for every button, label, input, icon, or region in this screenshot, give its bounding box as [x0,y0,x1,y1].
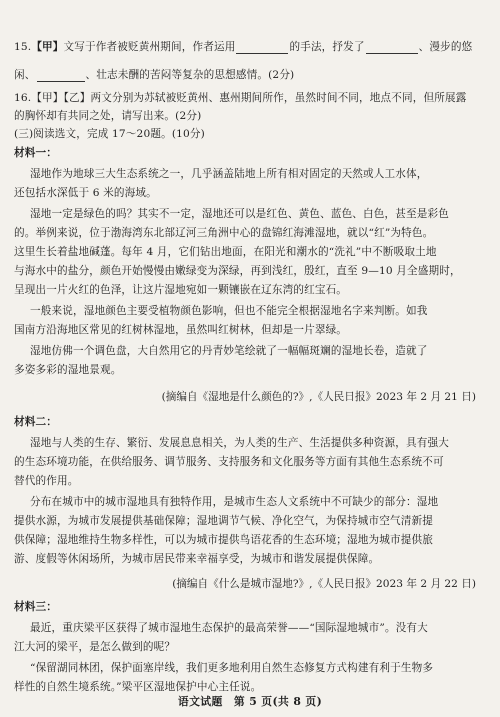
question-text: 闲、 [14,69,36,81]
answer-blank[interactable] [236,42,288,54]
question-text: 的手法，抒发了 [289,41,365,53]
answer-blank[interactable] [37,70,85,82]
material-1-line: 多姿多彩的湿地景观。 [14,364,122,376]
material-3-line: 最近，重庆梁平区获得了城市湿地生态保护的最高荣誉——“国际湿地城市”。没有大 [30,622,428,634]
question-tag: 【甲】 [31,41,64,53]
material-1-line: 国南方沿海地区常见的红树林湿地，虽然叫红树林，但却是一片翠绿。 [14,324,348,336]
material-3-line: “保留湖同林团，保护面塞岸线，我们更多地利用自然生态修复方式构建有利于生物多 [30,662,434,674]
material-1-line: 与海水中的盐分，颜色开始慢慢由嫩绿变为深绿，再到浅红，殷红，直至 9—10 月全盛期时， [14,265,461,277]
question-text: 、壮志未酬的苦闷等复杂的思想感情。(2分) [85,69,295,81]
section-heading: (三)阅读选文，完成 17～20题。(10分) [14,128,205,140]
material-2-line: 供保障；湿地维持生物多样性，可以为城市提供鸟语花香的生态环境；湿地为城市提供旅 [14,534,434,546]
material-1-line: 呈现出一片火红的色泽，让这片湿地宛如一颗镶嵌在辽东湾的红宝石。 [14,284,348,296]
material-2-source: (摘编自《什么是城市湿地?》,《人民日报》2023 年 2 月 22 日) [172,578,476,590]
question-15-line-1 [14,40,486,54]
question-text: 文写于作者被贬黄州期间，作者运用 [63,41,236,53]
material-2-line: 游、度假等休闲场所，为城市居民带来幸福享受，为城市和谐发展提供保障。 [14,553,380,565]
material-3-line: 江大河的梁平，是怎么做到的呢？ [14,641,176,653]
question-16-line-2: 的胸怀却有共同之处，请写出来。(2分) [14,110,202,122]
material-2-heading: 材料二： [14,416,57,428]
material-1-line: 这里生长着盐地碱蓬。每年 4 月，它们钻出地面，在阳光和潮水的“洗礼”中不断吸取土地 [14,246,437,258]
material-1-line: 一般来说，湿地颜色主要受植物颜色影响，但也不能完全根据湿地名字来判断。如我 [30,305,428,317]
question-16-line-1: 16.【甲】【乙】两文分别为苏轼被贬黄州、惠州期间所作，虽然时间不同，地点不同，但所展露 [14,92,467,104]
material-2-line: 分布在城市中的城市湿地具有独特作用，是城市生态人文系统中不可缺少的部分：湿地 [30,496,439,508]
question-15-line-2 [14,68,486,82]
material-2-line: 湿地与人类的生存、繁衍、发展息息相关，为人类的生产、生活提供多种资源，具有强大 [30,437,450,449]
material-1-line: 湿地仿佛一个调色盘，大自然用它的丹青妙笔绘就了一幅幅斑斓的湿地长卷，造就了 [30,345,428,357]
material-1-heading: 材料一： [14,147,57,159]
material-1-source: (摘编自《湿地是什么颜色的?》,《人民日报》2023 年 2 月 21 日) [161,391,476,403]
material-2-line: 替代的作用。 [14,475,79,487]
material-3-heading: 材料三： [14,601,57,613]
material-2-line: 的生态环境功能，在供给服务、调节服务、支持服务和文化服务等方面有其他生态系统不可 [14,456,444,468]
material-1-line: 湿地作为地球三大生态系统之一，几乎涵盖陆地上所有相对固定的天然或人工水体， [30,168,428,180]
page-footer: 语文试题 第 5 页(共 8 页) [177,695,323,708]
material-1-line: 还包括水深低于 6 米的海域。 [14,187,157,199]
material-3-line: 样性的自然生境系统。”梁平区湿地保护中心主任说。 [14,681,262,693]
material-1-line: 湿地一定是绿色的吗？其实不一定，湿地还可以是红色、黄色、蓝色、白色，甚至是彩色 [30,208,450,220]
material-1-line: 的。举例来说，位于渤海湾东北部辽河三角洲中心的盘锦红海滩湿地，就以“红”为特色。 [14,227,434,239]
question-text: 、漫步的悠 [418,41,473,53]
material-2-line: 提供水源，为城市发展提供基础保障；湿地调节气候、净化空气，为保持城市空气清新提 [14,515,434,527]
answer-blank[interactable] [366,42,418,54]
question-number: 15. [14,41,32,53]
